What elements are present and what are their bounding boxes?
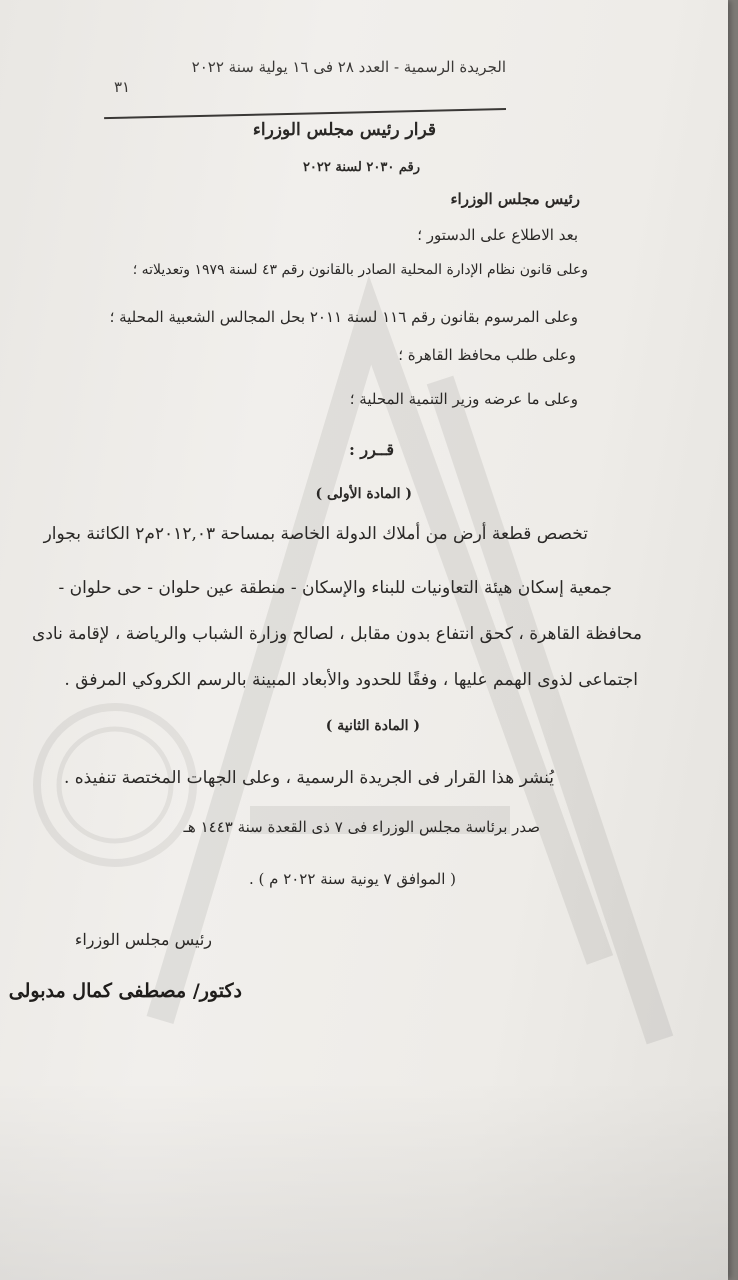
article-1-line: جمعية إسكان هيئة التعاونيات للبناء والإسكان - منطقة عين حلوان - حى حلوان - — [58, 578, 612, 598]
signatory-title: رئيس مجلس الوزراء — [74, 930, 212, 949]
decided-heading: قــرر : — [348, 440, 394, 459]
article-1-line: اجتماعى لذوى الهمم عليها ، وفقًا للحدود والأبعاد المبينة بالرسم الكروكي المرفق . — [64, 670, 638, 690]
decree-title: قرار رئيس مجلس الوزراء — [252, 120, 436, 140]
header-rule — [104, 108, 506, 119]
preamble-line: بعد الاطلاع على الدستور ؛ — [417, 226, 578, 244]
article-1-line: محافظة القاهرة ، كحق انتفاع بدون مقابل ، لصالح وزارة الشباب والرياضة ، لإقامة نادى — [32, 624, 642, 644]
preamble-line: وعلى المرسوم بقانون رقم ١١٦ لسنة ٢٠١١ بحل المجالس الشعبية المحلية ؛ — [109, 308, 578, 326]
preamble-line: وعلى ما عرضه وزير التنمية المحلية ؛ — [349, 390, 578, 408]
running-head: الجريدة الرسمية - العدد ٢٨ فى ١٦ يولية سنة ٢٠٢٢ — [191, 58, 506, 76]
article-2-heading: ( المادة الثانية ) — [325, 718, 420, 734]
article-1-line: تخصص قطعة أرض من أملاك الدولة الخاصة بمساحة ٢٠١٢,٠٣م٢ الكائنة بجوار — [43, 524, 588, 544]
page-number: ٣١ — [114, 78, 131, 96]
article-2-text: يُنشر هذا القرار فى الجريدة الرسمية ، وعلى الجهات المختصة تنفيذه . — [63, 768, 554, 788]
article-1-heading: ( المادة الأولى ) — [315, 486, 412, 502]
preamble-line: وعلى قانون نظام الإدارة المحلية الصادر بالقانون رقم ٤٣ لسنة ١٩٧٩ وتعديلاته ؛ — [132, 262, 588, 278]
issued-date-gregorian: ( الموافق ٧ يونية سنة ٢٠٢٢ م ) . — [248, 870, 456, 888]
decree-number: رقم ٢٠٣٠ لسنة ٢٠٢٢ — [302, 160, 420, 175]
preamble-line: وعلى طلب محافظ القاهرة ؛ — [398, 346, 576, 364]
signatory-name: دكتور/ مصطفى كمال مدبولى — [8, 980, 242, 1002]
issuer-line: رئيس مجلس الوزراء — [450, 190, 580, 208]
issued-date-hijri: صدر برئاسة مجلس الوزراء فى ٧ ذى القعدة سنة ١٤٤٣ هـ — [183, 818, 540, 836]
